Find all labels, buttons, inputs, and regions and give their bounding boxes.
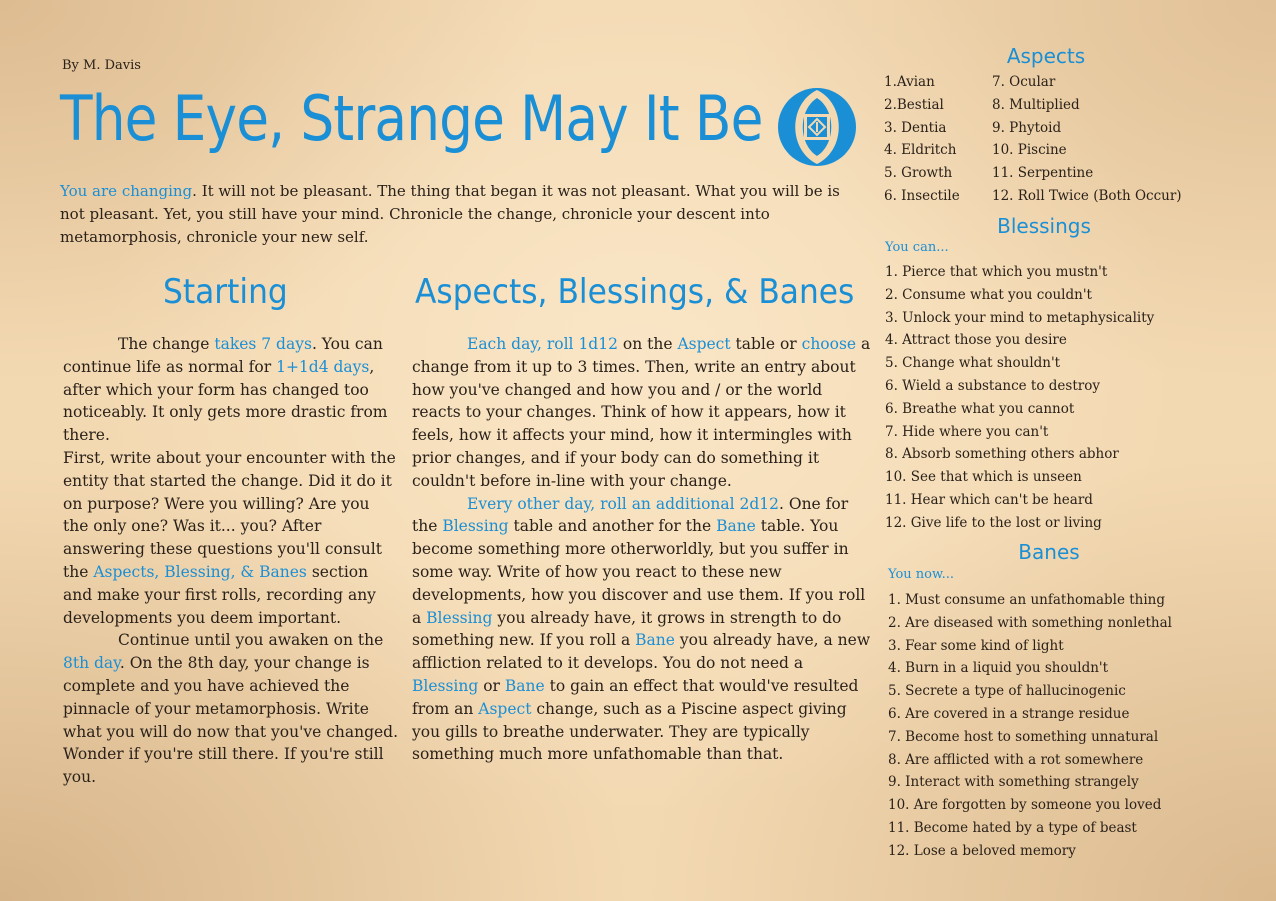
bane-item: 7. Become host to something unnatural [888,728,1159,745]
blessing-item: 10. See that which is unseen [885,469,1082,486]
aspect-item: 3. Dentia [884,119,947,136]
aspect-item: 8. Multiplied [992,96,1080,113]
intro-paragraph [60,180,860,249]
starting-paragraph-1: The change takes 7 days. You can continue life as normal for 1+1d4 days, after which your form has changed too noticeably. It only gets more drastic from there. [63,335,388,445]
aspects-table-heading: Aspects [1006,44,1086,68]
aspects-paragraph-1: Each day, roll 1d12 on the Aspect table or choose a change from it up to 3 times. Then, write an entry about how you've changed and how you and / or the world reacts to your changes. Think of how it appears, how it feels, how it affects your mind, how it intermingles with prior changes, and if your body can do something it couldn't before in-line with your change. [412,335,871,490]
page-title: The Eye, Strange May It Be [60,82,763,155]
author-byline: By M. Davis [62,58,141,73]
blessings-list [885,261,1154,535]
blessing-item: 6. Wield a substance to destroy [885,377,1100,394]
aspect-item: 10. Piscine [992,142,1067,159]
blessing-item: 7. Hide where you can't [885,423,1049,440]
aspect-item: 2.Bestial [884,96,944,113]
aspects-blessings-banes-heading: Aspects, Blessings, & Banes [415,272,855,312]
bane-item: 8. Are afflicted with a rot somewhere [888,751,1144,768]
bane-item: 2. Are diseased with something nonlethal [888,614,1172,631]
bane-item: 9. Interact with something strangely [888,774,1139,791]
bane-item: 6. Are covered in a strange residue [888,705,1130,722]
starting-paragraph-2: First, write about your encounter with the entity that started the change. Did it do it on purpose? Were you willing? Are you the only one? Was it... you? After answering these questions you'll consult the Aspects, Blessing, & Banes section and make your first rolls, recording any developments you deem important. [63,448,396,627]
aspect-item: 5. Growth [884,165,953,182]
aspect-item: 4. Eldritch [884,142,957,159]
blessing-item: 5. Change what shouldn't [885,355,1061,372]
blessing-item: 6. Breathe what you cannot [885,400,1075,417]
blessing-item: 1. Pierce that which you mustn't [885,264,1108,280]
blessing-item: 12. Give life to the lost or living [885,514,1102,531]
blessing-item: 2. Consume what you couldn't [885,286,1092,303]
blessings-intro: You can... [885,240,949,255]
starting-paragraph-3: Continue until you awaken on the 8th day. On the 8th day, your change is complete and you have achieved the pinnacle of your metamorphosis. Write what you will do now that you've changed. Wonder if you're still there. If you're still you. [63,631,399,787]
aspect-item: 11. Serpentine [992,165,1094,182]
banes-intro: You now... [888,567,954,582]
aspect-item: 7. Ocular [992,74,1056,90]
aspect-item: 6. Insectile [884,187,960,204]
blessing-item: 11. Hear which can't be heard [885,491,1093,508]
bane-item: 11. Become hated by a type of beast [888,819,1137,836]
aspect-item: 1.Avian [884,74,935,90]
blessing-item: 3. Unlock your mind to metaphysicality [885,309,1155,326]
blessings-table-heading: Blessings [997,214,1091,238]
aspect-item: 9. Phytoid [992,119,1062,136]
starting-column [63,333,399,789]
bane-item: 12. Lose a beloved memory [888,842,1076,859]
aspects-column [412,333,872,766]
blessing-item: 8. Absorb something others abhor [885,446,1119,463]
intro-text: . It will not be pleasant. The thing that began it was not pleasant. What you will be is not pleasant. Yet, you still have your mind. Chronicle the change, chronicle your descent into metamorphosis, chronicle your new self. [60,182,840,246]
bane-item: 10. Are forgotten by someone you loved [888,797,1162,814]
banes-list [888,589,1172,863]
bane-item: 4. Burn in a liquid you shouldn't [888,660,1109,677]
bane-item: 1. Must consume an unfathomable thing [888,592,1166,608]
aspect-item: 12. Roll Twice (Both Occur) [992,187,1182,204]
aspects-paragraph-2: Every other day, roll an additional 2d12. One for the Blessing table and another for the Bane table. You become something more otherworldly, but you suffer in some way. Write of how you react to these new developments, how you discover and use them. If you roll a Blessing you already have, it grows in strength to do something new. If you roll a Bane you already have, a new affliction related to it develops. You do not need a Blessing or Bane to gain an effect that would've resulted from an Aspect change, such as a Piscine aspect giving you gills to breathe underwater. They are typically something much more unfathomable than that. [412,494,871,764]
bane-item: 3. Fear some kind of light [888,637,1064,654]
bane-item: 5. Secrete a type of hallucinogenic [888,683,1126,700]
starting-heading: Starting [163,272,288,312]
banes-table-heading: Banes [1018,540,1080,564]
eye-logo-icon [776,86,858,168]
blessing-item: 4. Attract those you desire [885,332,1067,349]
intro-highlight: You are changing [60,182,193,200]
